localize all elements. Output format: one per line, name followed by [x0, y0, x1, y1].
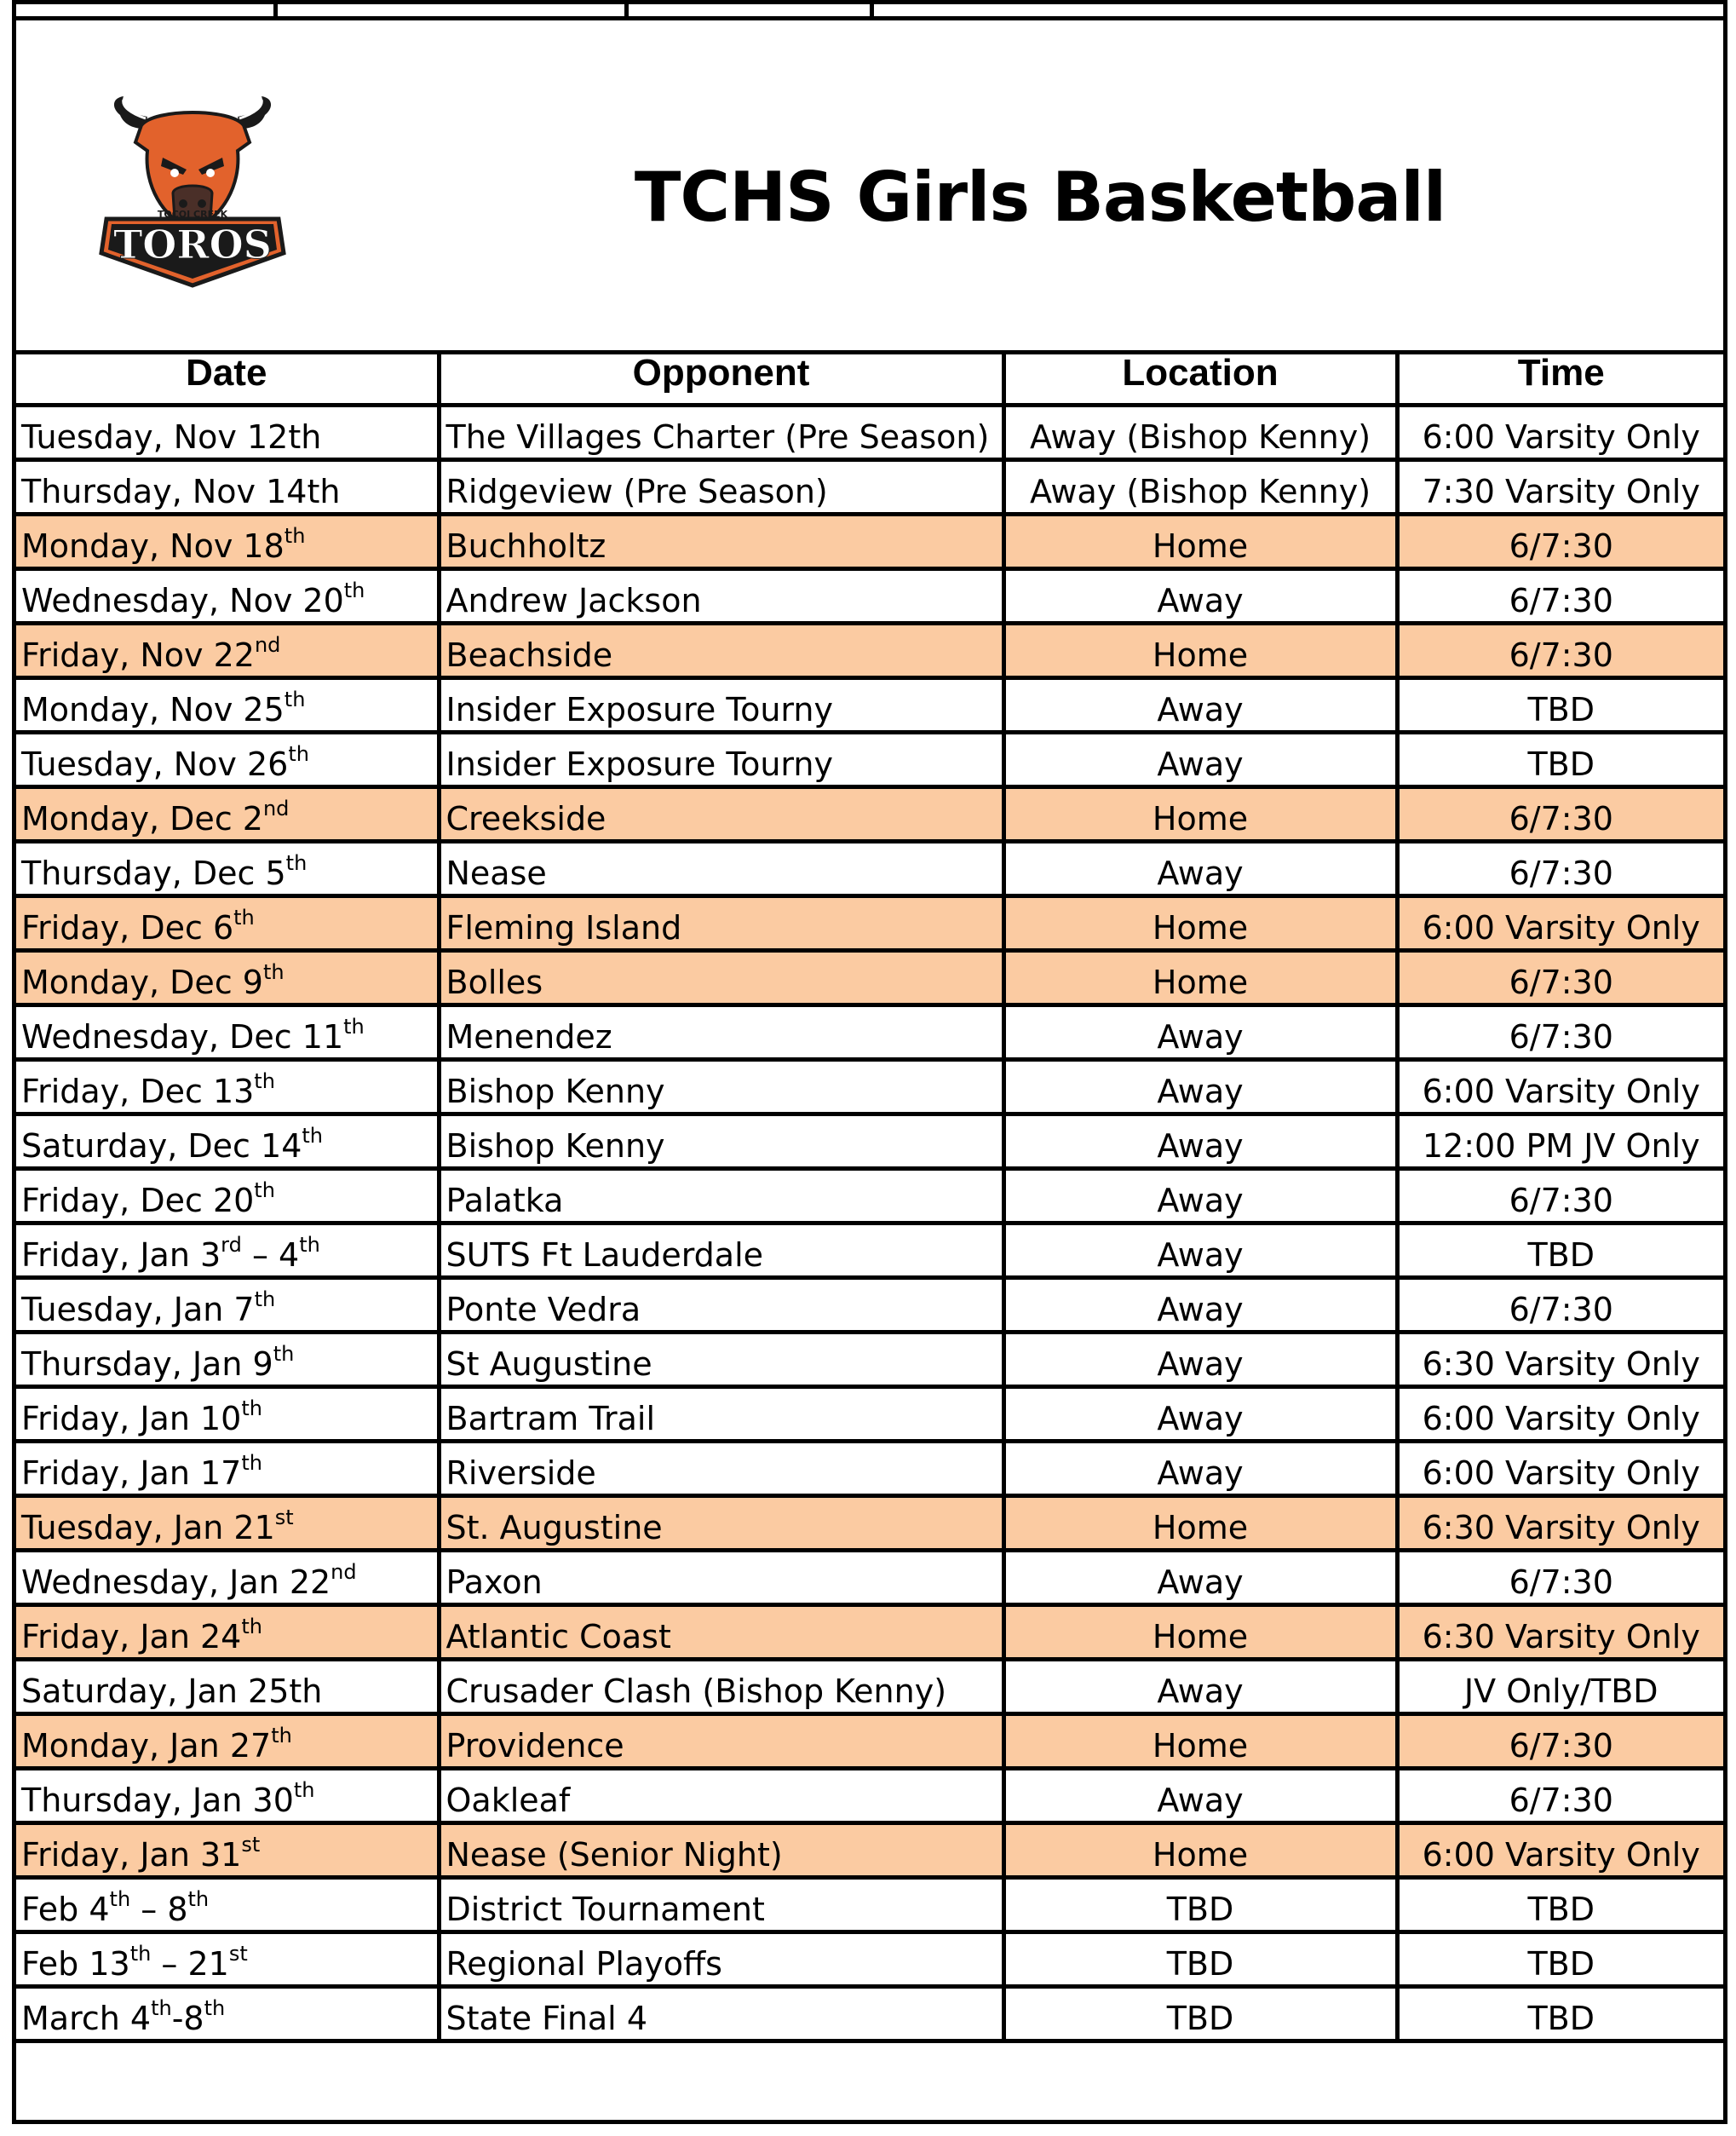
location-cell: Away	[1003, 1169, 1397, 1223]
opponent-cell: Beachside	[439, 624, 1003, 678]
table-row	[16, 896, 1723, 951]
date-cell	[16, 1878, 439, 1932]
location-cell: Away (Bishop Kenny)	[1003, 460, 1397, 515]
date-ordinal-suffix: th	[233, 906, 255, 930]
table-row	[16, 1442, 1723, 1496]
opponent-cell: Paxon	[439, 1551, 1003, 1605]
table-row	[16, 1496, 1723, 1551]
opponent-cell: Bishop Kenny	[439, 1114, 1003, 1169]
time-cell: 6/7:30	[1397, 1169, 1723, 1223]
date-text: Tuesday, Nov 12th	[21, 418, 322, 456]
location-cell: Home	[1003, 1496, 1397, 1551]
page-title: TCHS Girls Basketball	[634, 158, 1446, 237]
date-cell	[16, 1769, 439, 1823]
date-text: Feb 13	[21, 1945, 130, 1983]
time-cell: 6/7:30	[1397, 1278, 1723, 1333]
table-row	[16, 1060, 1723, 1114]
date-cell	[16, 1714, 439, 1769]
date-text: Thursday, Dec 5	[21, 855, 286, 892]
date-ordinal-suffix: th	[302, 1124, 323, 1148]
location-cell: Away	[1003, 1278, 1397, 1333]
date-text: Wednesday, Dec 11	[21, 1018, 344, 1056]
location-cell: Away	[1003, 1551, 1397, 1605]
location-cell: Home	[1003, 1605, 1397, 1660]
table-row	[16, 1005, 1723, 1060]
date-cell	[16, 733, 439, 787]
schedule-sheet	[12, 0, 1727, 2124]
location-cell: TBD	[1003, 1932, 1397, 1987]
date-ordinal-suffix: th	[285, 851, 308, 875]
logo-name: TOROS	[113, 222, 272, 268]
date-ordinal-suffix: th	[254, 1178, 275, 1202]
time-cell: TBD	[1397, 1932, 1723, 1987]
opponent-cell: Insider Exposure Tourny	[439, 678, 1003, 733]
date-cell	[16, 406, 439, 460]
date-ordinal-suffix: th	[254, 1287, 276, 1311]
date-text: Saturday, Dec 14	[21, 1127, 302, 1165]
date-ordinal-suffix: rd	[221, 1233, 242, 1257]
opponent-cell: Providence	[439, 1714, 1003, 1769]
date-text: -8	[171, 2000, 204, 2037]
table-row	[16, 1114, 1723, 1169]
date-cell	[16, 1823, 439, 1878]
date-text: Monday, Nov 18	[21, 527, 285, 565]
opponent-cell: Bartram Trail	[439, 1387, 1003, 1442]
date-ordinal-suffix: th	[129, 1942, 152, 1966]
date-ordinal-suffix: th	[187, 1887, 210, 1911]
date-ordinal-suffix: th	[109, 1887, 131, 1911]
date-ordinal-suffix: st	[228, 1942, 248, 1966]
time-cell: 7:30 Varsity Only	[1397, 460, 1723, 515]
header-row	[16, 353, 1723, 406]
date-ordinal-suffix: th	[284, 688, 306, 711]
time-cell: 6:00 Varsity Only	[1397, 896, 1723, 951]
table-row	[16, 1878, 1723, 1932]
date-cell	[16, 569, 439, 624]
opponent-cell: Creekside	[439, 787, 1003, 842]
date-ordinal-suffix: nd	[331, 1560, 357, 1584]
opponent-cell: Ponte Vedra	[439, 1278, 1003, 1333]
column-header-time: Time	[1397, 353, 1723, 406]
date-ordinal-suffix: th	[262, 960, 285, 984]
time-cell: 6/7:30	[1397, 569, 1723, 624]
time-cell: 6/7:30	[1397, 787, 1723, 842]
time-cell: TBD	[1397, 1223, 1723, 1278]
date-cell	[16, 1551, 439, 1605]
table-row	[16, 1605, 1723, 1660]
date-text: Friday, Dec 13	[21, 1073, 255, 1110]
column-header-opponent: Opponent	[439, 353, 1003, 406]
date-text: Thursday, Nov 14th	[21, 473, 341, 510]
opponent-cell: Riverside	[439, 1442, 1003, 1496]
date-cell	[16, 1169, 439, 1223]
location-cell: Away	[1003, 1387, 1397, 1442]
date-ordinal-suffix: nd	[262, 797, 290, 820]
date-ordinal-suffix: th	[343, 1015, 365, 1039]
location-cell: Away	[1003, 1223, 1397, 1278]
opponent-cell: Ridgeview (Pre Season)	[439, 460, 1003, 515]
opponent-cell: Palatka	[439, 1169, 1003, 1223]
date-text: Tuesday, Jan 21	[21, 1509, 275, 1546]
date-text: – 8	[130, 1891, 188, 1928]
location-cell: Away	[1003, 1114, 1397, 1169]
date-ordinal-suffix: th	[241, 1396, 262, 1420]
date-cell	[16, 1114, 439, 1169]
location-cell: Home	[1003, 1823, 1397, 1878]
table-row	[16, 1169, 1723, 1223]
location-cell: Away	[1003, 569, 1397, 624]
table-row	[16, 1660, 1723, 1714]
opponent-cell: SUTS Ft Lauderdale	[439, 1223, 1003, 1278]
location-cell: Home	[1003, 624, 1397, 678]
date-cell	[16, 1442, 439, 1496]
opponent-cell: State Final 4	[439, 1987, 1003, 2041]
date-cell	[16, 1987, 439, 2041]
table-row	[16, 1551, 1723, 1605]
date-ordinal-suffix: th	[299, 1233, 320, 1257]
date-ordinal-suffix: st	[274, 1506, 294, 1529]
time-cell: 6:00 Varsity Only	[1397, 1387, 1723, 1442]
time-cell: 6/7:30	[1397, 1714, 1723, 1769]
location-cell: TBD	[1003, 1987, 1397, 2041]
opponent-cell: Oakleaf	[439, 1769, 1003, 1823]
date-ordinal-suffix: th	[273, 1342, 295, 1366]
location-cell: Away (Bishop Kenny)	[1003, 406, 1397, 460]
opponent-cell: Andrew Jackson	[439, 569, 1003, 624]
time-cell: 6/7:30	[1397, 624, 1723, 678]
time-cell: 6:30 Varsity Only	[1397, 1496, 1723, 1551]
date-ordinal-suffix: nd	[254, 633, 281, 657]
location-cell: Away	[1003, 1769, 1397, 1823]
opponent-cell: District Tournament	[439, 1878, 1003, 1932]
date-cell	[16, 515, 439, 569]
time-cell: JV Only/TBD	[1397, 1660, 1723, 1714]
opponent-cell: The Villages Charter (Pre Season)	[439, 406, 1003, 460]
opponent-cell: Insider Exposure Tourny	[439, 733, 1003, 787]
opponent-cell: Bolles	[439, 951, 1003, 1005]
date-ordinal-suffix: th	[241, 1451, 262, 1475]
table-row	[16, 678, 1723, 733]
date-ordinal-suffix: th	[271, 1724, 292, 1747]
date-text: Monday, Jan 27	[21, 1727, 272, 1765]
date-cell	[16, 1605, 439, 1660]
date-cell	[16, 1278, 439, 1333]
table-row	[16, 1387, 1723, 1442]
date-cell	[16, 460, 439, 515]
date-cell	[16, 951, 439, 1005]
table-row	[16, 569, 1723, 624]
location-cell: Away	[1003, 842, 1397, 896]
date-cell	[16, 678, 439, 733]
opponent-cell: St Augustine	[439, 1333, 1003, 1387]
time-cell: 6/7:30	[1397, 1551, 1723, 1605]
table-row	[16, 1987, 1723, 2041]
date-text: – 21	[151, 1945, 229, 1983]
date-text: Friday, Nov 22	[21, 636, 255, 674]
date-text: – 4	[241, 1236, 300, 1274]
date-text: Monday, Dec 9	[21, 964, 263, 1001]
date-text: Feb 4	[21, 1891, 110, 1928]
date-text: Saturday, Jan 25th	[21, 1673, 323, 1710]
table-row	[16, 1278, 1723, 1333]
date-text: Friday, Jan 3	[21, 1236, 221, 1274]
toros-logo	[95, 91, 290, 291]
opponent-cell: Nease (Senior Night)	[439, 1823, 1003, 1878]
time-cell: 6/7:30	[1397, 951, 1723, 1005]
date-ordinal-suffix: st	[241, 1833, 261, 1857]
location-cell: Away	[1003, 1660, 1397, 1714]
schedule-table	[16, 350, 1723, 2043]
table-row	[16, 733, 1723, 787]
table-row	[16, 1333, 1723, 1387]
date-text: Wednesday, Nov 20	[21, 582, 344, 619]
date-ordinal-suffix: th	[254, 1069, 275, 1093]
opponent-cell: Bishop Kenny	[439, 1060, 1003, 1114]
date-text: Friday, Jan 24	[21, 1618, 242, 1655]
table-row	[16, 1714, 1723, 1769]
date-cell	[16, 842, 439, 896]
date-text: March 4	[21, 2000, 152, 2037]
date-cell	[16, 1387, 439, 1442]
opponent-cell: Atlantic Coast	[439, 1605, 1003, 1660]
date-ordinal-suffix: th	[284, 524, 306, 548]
date-text: Monday, Dec 2	[21, 800, 263, 838]
opponent-cell: St. Augustine	[439, 1496, 1003, 1551]
time-cell: 6/7:30	[1397, 1769, 1723, 1823]
time-cell: 6:00 Varsity Only	[1397, 1823, 1723, 1878]
opponent-cell: Menendez	[439, 1005, 1003, 1060]
date-text: Thursday, Jan 30	[21, 1782, 294, 1819]
time-cell: TBD	[1397, 733, 1723, 787]
location-cell: Away	[1003, 733, 1397, 787]
date-ordinal-suffix: th	[241, 1615, 262, 1638]
location-cell: Home	[1003, 1714, 1397, 1769]
time-cell: 6/7:30	[1397, 842, 1723, 896]
opponent-cell: Nease	[439, 842, 1003, 896]
date-text: Wednesday, Jan 22	[21, 1563, 331, 1601]
time-cell: TBD	[1397, 678, 1723, 733]
time-cell: 6/7:30	[1397, 515, 1723, 569]
date-ordinal-suffix: th	[288, 742, 309, 766]
opponent-cell: Fleming Island	[439, 896, 1003, 951]
time-cell: 6:30 Varsity Only	[1397, 1333, 1723, 1387]
date-cell	[16, 787, 439, 842]
date-cell	[16, 1333, 439, 1387]
date-cell	[16, 1496, 439, 1551]
opponent-cell: Buchholtz	[439, 515, 1003, 569]
date-ordinal-suffix: th	[343, 579, 365, 602]
time-cell: 12:00 PM JV Only	[1397, 1114, 1723, 1169]
date-text: Friday, Jan 31	[21, 1836, 242, 1874]
date-text: Friday, Dec 6	[21, 909, 234, 947]
location-cell: Home	[1003, 951, 1397, 1005]
date-text: Monday, Nov 25	[21, 691, 285, 728]
location-cell: Home	[1003, 515, 1397, 569]
table-row	[16, 624, 1723, 678]
time-cell: TBD	[1397, 1987, 1723, 2041]
location-cell: Away	[1003, 1060, 1397, 1114]
time-cell: 6:00 Varsity Only	[1397, 406, 1723, 460]
date-ordinal-suffix: th	[151, 1996, 172, 2020]
date-cell	[16, 896, 439, 951]
table-row	[16, 787, 1723, 842]
location-cell: Home	[1003, 787, 1397, 842]
date-text: Tuesday, Nov 26	[21, 746, 289, 783]
date-text: Friday, Jan 17	[21, 1454, 242, 1492]
table-row	[16, 1932, 1723, 1987]
date-ordinal-suffix: th	[204, 1996, 226, 2020]
location-cell: Away	[1003, 1442, 1397, 1496]
date-cell	[16, 1223, 439, 1278]
table-row	[16, 1769, 1723, 1823]
schedule-header	[16, 16, 1723, 354]
date-ordinal-suffix: th	[293, 1778, 315, 1802]
time-cell: 6/7:30	[1397, 1005, 1723, 1060]
date-text: Tuesday, Jan 7	[21, 1291, 255, 1328]
table-row	[16, 1823, 1723, 1878]
location-cell: Away	[1003, 1005, 1397, 1060]
time-cell: 6:00 Varsity Only	[1397, 1060, 1723, 1114]
location-cell: TBD	[1003, 1878, 1397, 1932]
time-cell: 6:00 Varsity Only	[1397, 1442, 1723, 1496]
opponent-cell: Crusader Clash (Bishop Kenny)	[439, 1660, 1003, 1714]
time-cell: 6:30 Varsity Only	[1397, 1605, 1723, 1660]
opponent-cell: Regional Playoffs	[439, 1932, 1003, 1987]
date-cell	[16, 1932, 439, 1987]
table-row	[16, 406, 1723, 460]
location-cell: Away	[1003, 1333, 1397, 1387]
table-row	[16, 460, 1723, 515]
date-text: Friday, Jan 10	[21, 1400, 242, 1437]
logo-top-text: TOCOI CREEK	[157, 209, 228, 220]
location-cell: Home	[1003, 896, 1397, 951]
table-row	[16, 842, 1723, 896]
date-text: Thursday, Jan 9	[21, 1345, 273, 1383]
table-row	[16, 515, 1723, 569]
date-text: Friday, Dec 20	[21, 1182, 255, 1219]
date-cell	[16, 1060, 439, 1114]
column-header-date: Date	[16, 353, 439, 406]
location-cell: Away	[1003, 678, 1397, 733]
time-cell: TBD	[1397, 1878, 1723, 1932]
date-cell	[16, 624, 439, 678]
date-cell	[16, 1660, 439, 1714]
table-row	[16, 951, 1723, 1005]
table-row	[16, 1223, 1723, 1278]
column-header-location: Location	[1003, 353, 1397, 406]
date-cell	[16, 1005, 439, 1060]
